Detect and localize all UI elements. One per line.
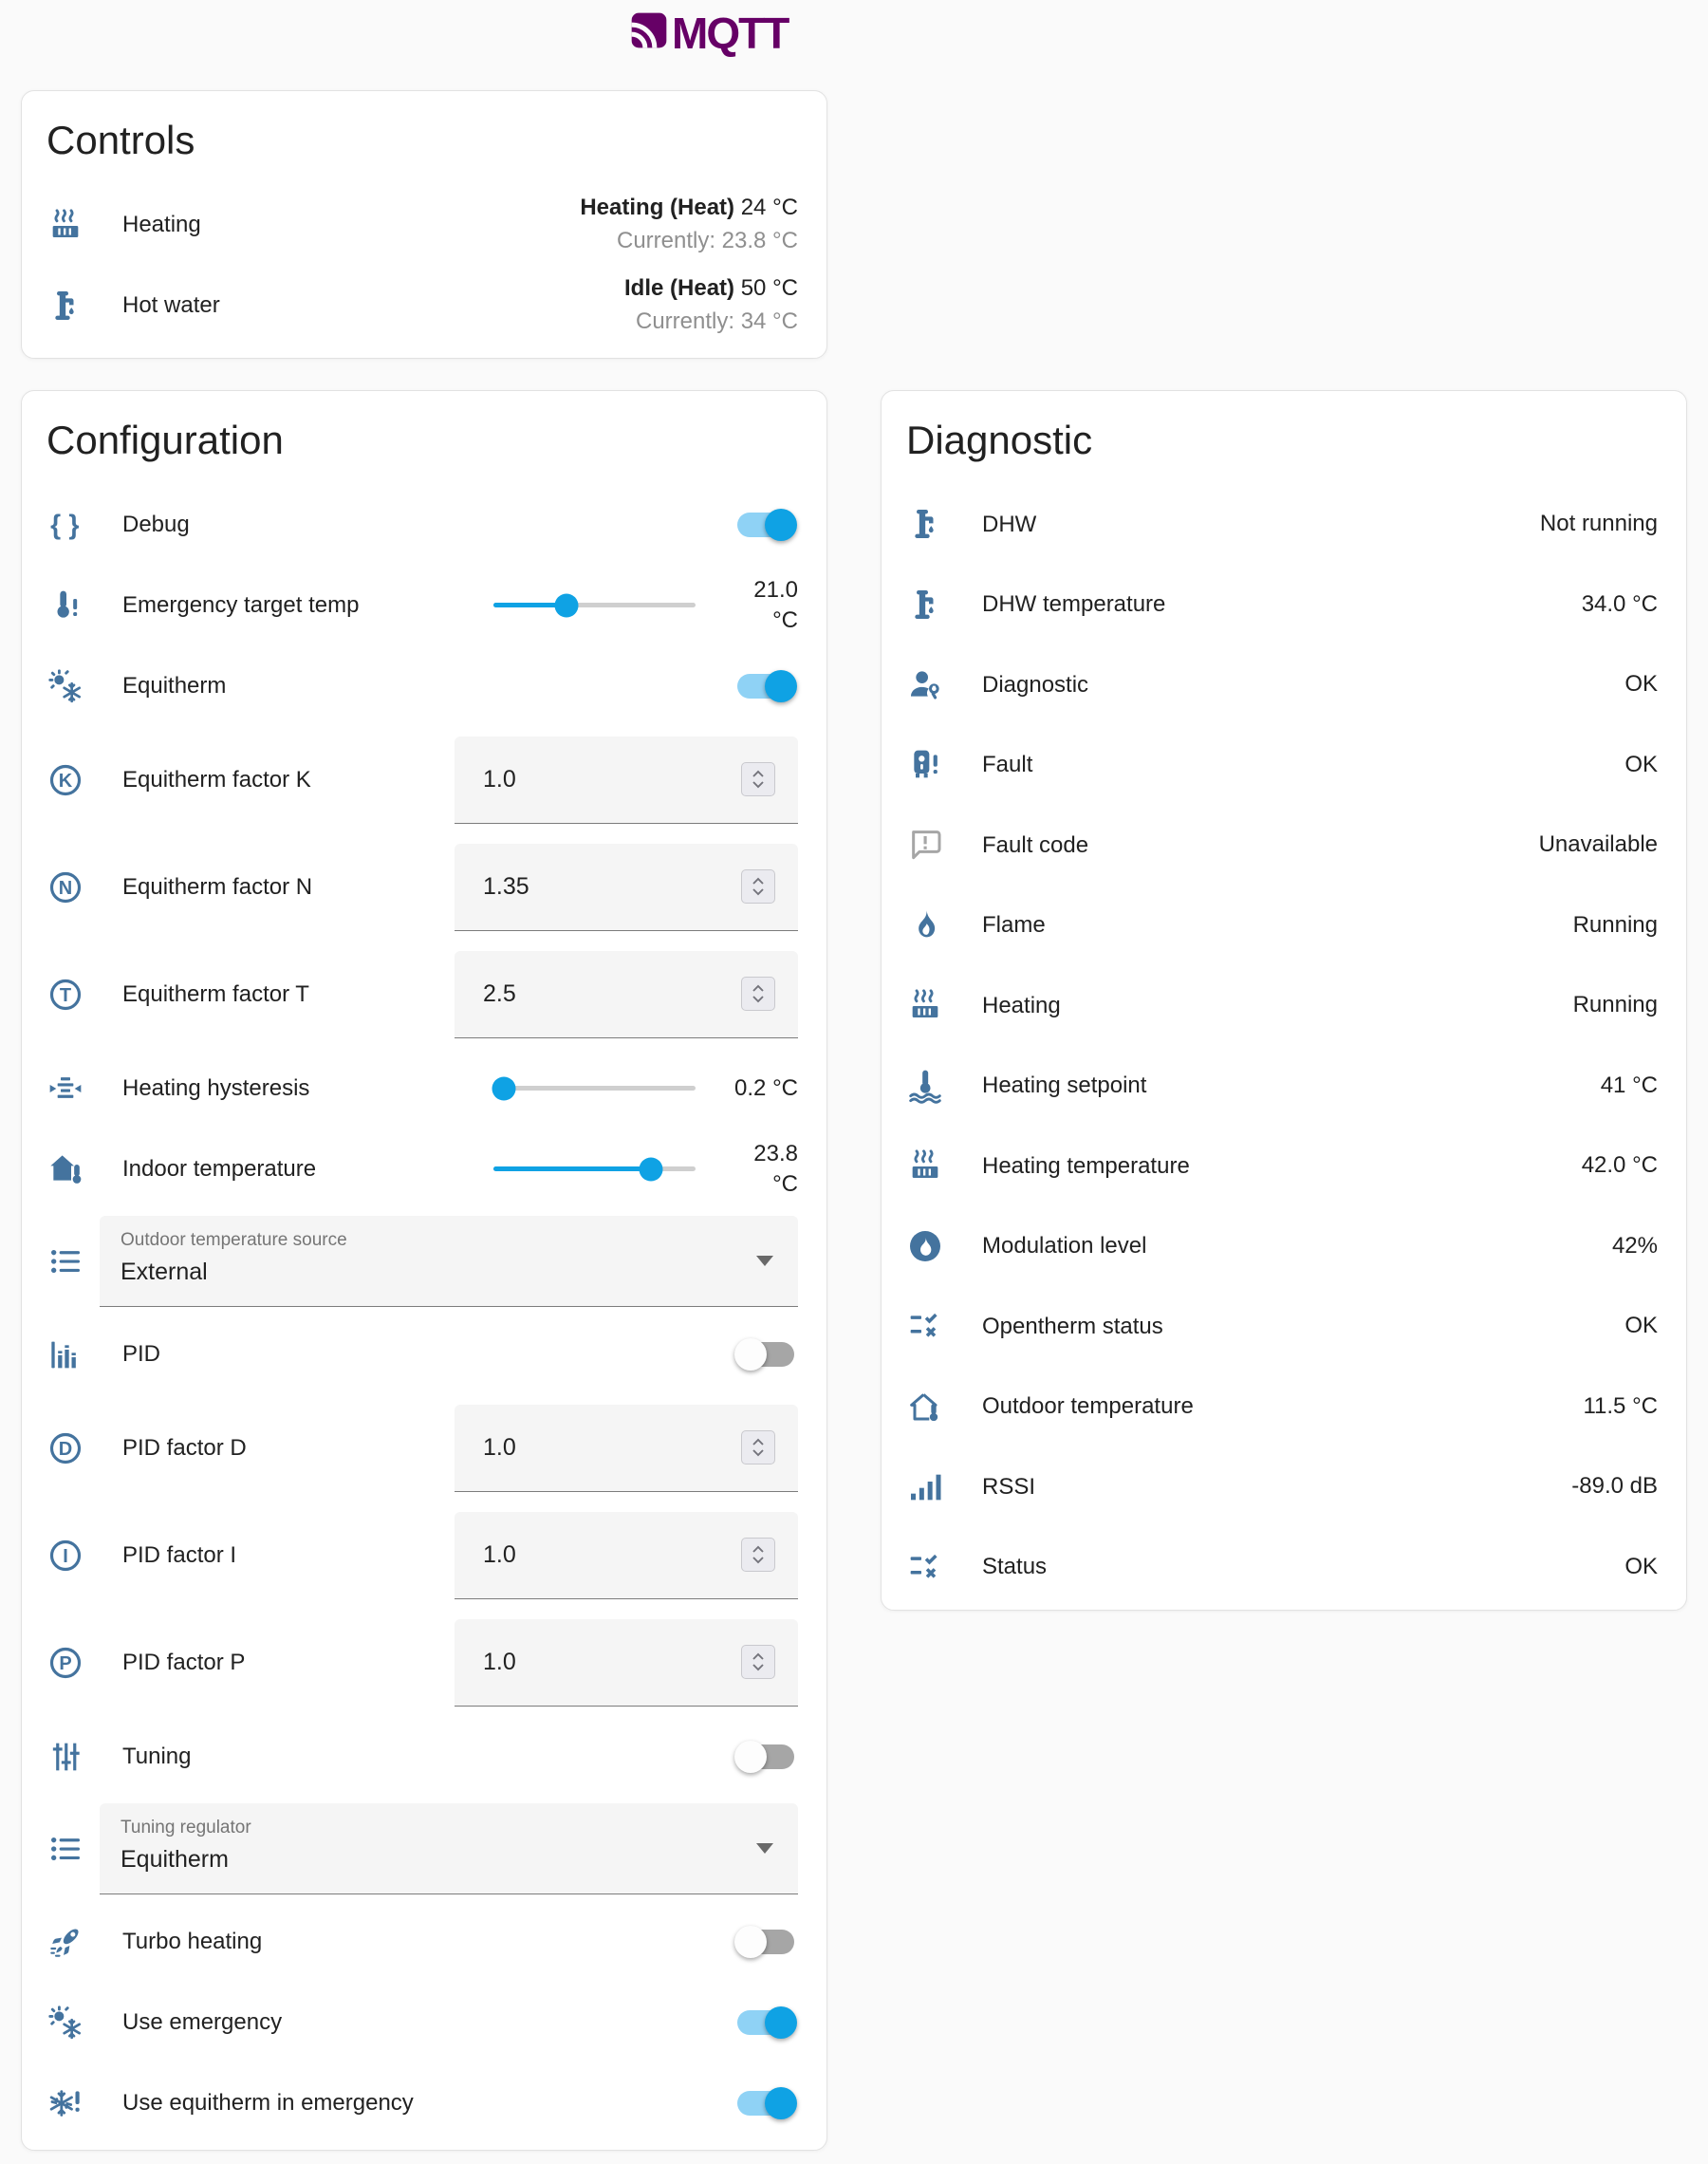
config-row-turbo-heating (46, 1901, 798, 1982)
equitherm-factor-n-input[interactable] (483, 873, 741, 901)
control-label: Hot water (122, 291, 220, 318)
sun-snowflake-icon (46, 667, 84, 705)
diag-label: Heating setpoint (982, 1073, 1147, 1099)
diag-value: 41 °C (1600, 1072, 1658, 1098)
diag-row-fault-code[interactable] (906, 805, 1658, 886)
diag-row-heating-temperature[interactable] (906, 1126, 1658, 1206)
config-label: Tuning (122, 1743, 192, 1769)
slider-value: 21.0 °C (753, 577, 798, 633)
diag-label: Heating temperature (982, 1152, 1190, 1179)
message-alert-icon (906, 826, 944, 864)
hysteresis-icon (46, 1070, 84, 1108)
config-row-equitherm (46, 645, 798, 726)
mqtt-logo-mark-icon (630, 11, 668, 55)
config-row-outdoor-temperature-source (46, 1209, 798, 1314)
heating-hysteresis-slider[interactable] (493, 1086, 696, 1091)
equitherm-toggle[interactable] (737, 674, 794, 699)
diag-value: 42% (1611, 1232, 1658, 1259)
diag-label: Outdoor temperature (982, 1393, 1194, 1420)
config-label: Equitherm factor T (122, 980, 309, 1007)
diag-value: 42.0 °C (1581, 1152, 1658, 1179)
config-row-debug (46, 484, 798, 565)
mqtt-logo-text: MQTT (672, 9, 789, 58)
config-row-tuning-regulator (46, 1797, 798, 1901)
diag-value: OK (1624, 671, 1658, 698)
pid-factor-p-input-box (455, 1619, 798, 1707)
config-row-equitherm-factor-k (46, 726, 798, 833)
config-label: PID factor D (122, 1434, 247, 1461)
state-current: Currently: 23.8 °C (616, 227, 798, 253)
chevron-down-icon (756, 1843, 773, 1854)
alpha-t-circle-icon (46, 976, 84, 1014)
debug-toggle[interactable] (737, 513, 794, 537)
svg-text:{: { (50, 509, 62, 540)
diag-row-fault[interactable] (906, 725, 1658, 806)
diag-row-heating[interactable] (906, 965, 1658, 1046)
number-stepper[interactable] (741, 762, 775, 796)
diag-label: DHW (982, 511, 1037, 537)
equitherm-factor-t-input[interactable] (483, 980, 741, 1008)
select-label: Outdoor temperature source (121, 1230, 347, 1250)
diag-label: Opentherm status (982, 1313, 1163, 1339)
use-equitherm-in-emergency-toggle[interactable] (737, 2091, 794, 2116)
equitherm-factor-t-input-box (455, 951, 798, 1038)
turbo-heating-toggle[interactable] (737, 1930, 794, 1954)
sun-snowflake-icon (46, 2004, 84, 2042)
fire-icon (906, 906, 944, 944)
config-label: Debug (122, 511, 190, 537)
toggle-knob[interactable] (734, 1926, 767, 1958)
config-row-pid-factor-p (46, 1609, 798, 1716)
config-row-use-equitherm-in-emergency (46, 2062, 798, 2143)
svg-text:}: } (68, 509, 80, 540)
alpha-i-circle-icon (46, 1537, 84, 1575)
diag-label: DHW temperature (982, 591, 1166, 618)
controls-card (21, 90, 827, 359)
diag-value: 34.0 °C (1581, 590, 1658, 617)
diag-value: Running (1572, 992, 1658, 1018)
svg-text:N: N (58, 877, 73, 899)
indoor-temperature-slider[interactable] (493, 1166, 696, 1171)
emergency-target-temp-slider[interactable] (493, 603, 696, 607)
diagnostic-card (881, 390, 1687, 1611)
outdoor-temperature-source-select[interactable] (100, 1216, 798, 1307)
home-thermometer-outline-icon (906, 1388, 944, 1426)
slider-thumb[interactable] (640, 1157, 663, 1181)
alpha-k-circle-icon (46, 761, 84, 799)
config-row-equitherm-factor-t (46, 941, 798, 1048)
diag-label: Fault (982, 752, 1033, 778)
diag-value: -89.0 dB (1571, 1473, 1658, 1500)
signal-icon (906, 1467, 944, 1505)
control-row-hot-water[interactable] (46, 265, 798, 345)
control-label: Heating (122, 211, 201, 237)
config-label: Equitherm factor N (122, 873, 313, 900)
controls-card-title: Controls (46, 118, 195, 162)
list-bulleted-icon (46, 1830, 84, 1868)
equitherm-factor-k-input[interactable] (483, 766, 741, 793)
diag-label: Status (982, 1554, 1048, 1580)
diag-value: Running (1572, 911, 1658, 938)
diag-label: Flame (982, 912, 1046, 939)
config-row-pid-factor-i (46, 1502, 798, 1609)
slider-value: 23.8 °C (753, 1141, 798, 1197)
code-braces-icon (46, 506, 84, 544)
equitherm-factor-k-input-box (455, 737, 798, 824)
thermometer-alert-icon (46, 587, 84, 625)
diag-row-rssi[interactable] (906, 1446, 1658, 1527)
diag-row-flame[interactable] (906, 886, 1658, 966)
config-row-indoor-temperature (46, 1129, 798, 1209)
select-value: External (121, 1258, 208, 1285)
pid-factor-p-input[interactable] (483, 1649, 741, 1676)
rocket-icon (46, 1923, 84, 1961)
config-label: Heating hysteresis (122, 1074, 310, 1101)
config-row-emergency-target-temp (46, 565, 798, 645)
fire-circle-icon (906, 1227, 944, 1265)
select-label: Tuning regulator (121, 1818, 251, 1838)
diag-row-status[interactable] (906, 1527, 1658, 1608)
config-label: Emergency target temp (122, 591, 360, 618)
config-label: Use emergency (122, 2008, 283, 2035)
state-mode: Idle (Heat) (624, 274, 735, 301)
chevron-down-icon (756, 1256, 773, 1266)
number-stepper[interactable] (741, 1430, 775, 1464)
tuning-regulator-select[interactable] (100, 1803, 798, 1894)
alpha-n-circle-icon (46, 868, 84, 906)
diag-value: OK (1624, 751, 1658, 777)
diag-label: Fault code (982, 831, 1089, 858)
number-stepper[interactable] (741, 1645, 775, 1679)
diag-value: 11.5 °C (1583, 1392, 1658, 1419)
snowflake-alert-icon (46, 2084, 84, 2122)
water-boiler-alert-icon (906, 746, 944, 784)
svg-text:K: K (58, 770, 73, 792)
pid-factor-i-input-box (455, 1512, 798, 1599)
toggle-knob[interactable] (765, 2087, 797, 2119)
config-row-heating-hysteresis (46, 1048, 798, 1129)
diag-row-heating-setpoint[interactable] (906, 1046, 1658, 1127)
tune-vertical-icon (46, 1738, 84, 1776)
toggle-knob[interactable] (734, 1338, 767, 1371)
slider-thumb[interactable] (492, 1076, 515, 1100)
number-stepper[interactable] (741, 869, 775, 904)
control-state (624, 272, 798, 339)
configuration-card (21, 390, 827, 2151)
number-stepper[interactable] (741, 1538, 775, 1572)
state-current: Currently: 34 °C (636, 308, 798, 334)
radiator-icon (906, 1147, 944, 1185)
radiator-icon (906, 986, 944, 1024)
alpha-p-circle-icon (46, 1644, 84, 1682)
diag-value: Not running (1539, 511, 1658, 537)
radiator-icon (46, 206, 84, 244)
list-bulleted-icon (46, 1242, 84, 1280)
diag-label: Heating (982, 992, 1061, 1018)
control-state (580, 192, 798, 258)
slider-thumb[interactable] (554, 593, 578, 617)
diag-label: RSSI (982, 1473, 1036, 1500)
diag-row-outdoor-temperature[interactable] (906, 1367, 1658, 1447)
list-status-icon (906, 1307, 944, 1345)
configuration-card-title: Configuration (46, 418, 284, 462)
water-pump-icon (906, 586, 944, 624)
pid-factor-d-input[interactable] (483, 1434, 741, 1462)
diagnostic-card-title: Diagnostic (906, 418, 1093, 462)
chart-bars-icon (46, 1335, 84, 1373)
state-mode: Heating (Heat) (580, 194, 735, 220)
slider-fill (493, 1166, 651, 1171)
diag-row-dhw[interactable] (906, 484, 1658, 565)
config-row-tuning (46, 1716, 798, 1797)
diag-value: Unavailable (1538, 831, 1658, 858)
water-pump-icon (46, 287, 84, 325)
config-label: Turbo heating (122, 1928, 263, 1954)
svg-text:T: T (59, 984, 72, 1006)
use-emergency-toggle[interactable] (737, 2010, 794, 2035)
diag-value: OK (1624, 1313, 1658, 1339)
toggle-knob[interactable] (765, 670, 797, 702)
svg-text:I: I (63, 1545, 68, 1567)
diag-label: Modulation level (982, 1233, 1147, 1259)
number-stepper[interactable] (741, 977, 775, 1011)
control-row-heating[interactable] (46, 184, 798, 265)
config-label: PID factor I (122, 1541, 237, 1568)
pid-factor-d-input-box (455, 1405, 798, 1492)
config-label: Equitherm factor K (122, 766, 311, 793)
home-thermometer-icon (46, 1150, 84, 1188)
config-label: Equitherm (122, 672, 227, 699)
diag-row-dhw-temperature[interactable] (906, 565, 1658, 645)
mqtt-logo (630, 9, 789, 58)
diag-row-opentherm-status[interactable] (906, 1286, 1658, 1367)
diag-value: OK (1624, 1553, 1658, 1579)
account-wrench-icon (906, 665, 944, 703)
thermometer-water-icon (906, 1067, 944, 1105)
config-row-equitherm-factor-n (46, 833, 798, 941)
toggle-knob[interactable] (765, 2006, 797, 2039)
pid-toggle[interactable] (737, 1342, 794, 1367)
config-row-pid-factor-d (46, 1394, 798, 1502)
diag-row-modulation-level[interactable] (906, 1206, 1658, 1287)
config-label: PID factor P (122, 1649, 246, 1675)
state-target: 24 °C (740, 194, 798, 220)
config-row-pid (46, 1314, 798, 1394)
config-label: PID (122, 1340, 161, 1367)
svg-text:P: P (59, 1652, 72, 1674)
tuning-toggle[interactable] (737, 1744, 794, 1769)
equitherm-factor-n-input-box (455, 844, 798, 931)
select-value: Equitherm (121, 1845, 229, 1873)
svg-text:D: D (58, 1438, 73, 1460)
config-row-use-emergency (46, 1982, 798, 2062)
slider-value: 0.2 °C (734, 1074, 798, 1101)
diag-row-diagnostic[interactable] (906, 644, 1658, 725)
toggle-knob[interactable] (734, 1741, 767, 1773)
pid-factor-i-input[interactable] (483, 1541, 741, 1569)
toggle-knob[interactable] (765, 509, 797, 541)
config-label: Use equitherm in emergency (122, 2089, 414, 2116)
water-pump-icon (906, 505, 944, 543)
list-status-icon (906, 1548, 944, 1586)
state-target: 50 °C (740, 274, 798, 301)
config-label: Indoor temperature (122, 1155, 317, 1182)
alpha-d-circle-icon (46, 1429, 84, 1467)
diag-label: Diagnostic (982, 671, 1089, 698)
